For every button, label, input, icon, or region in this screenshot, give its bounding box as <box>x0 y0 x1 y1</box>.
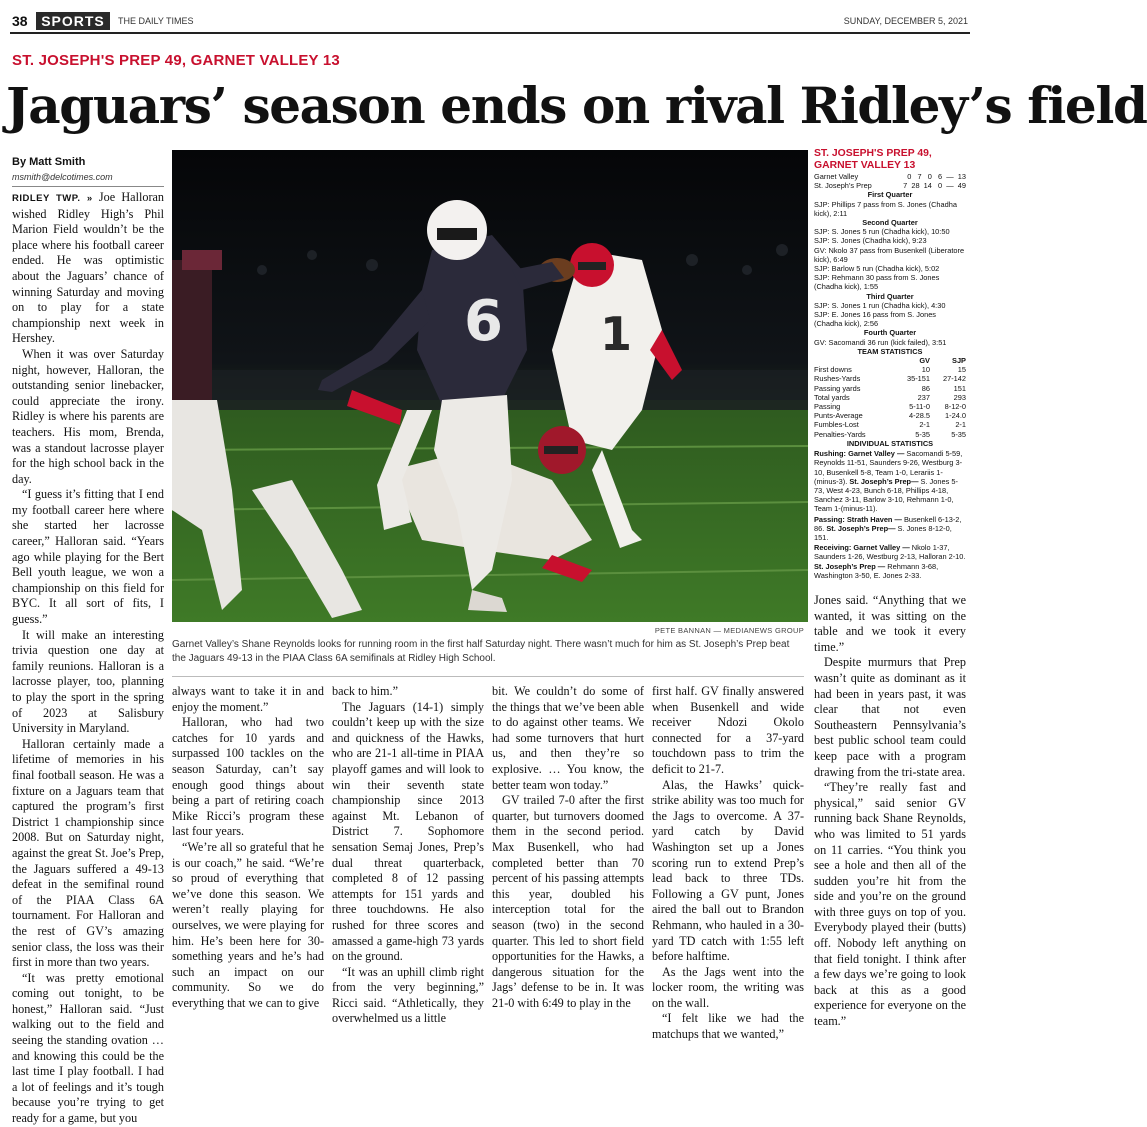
article-paragraph: “They’re really fast and physical,” said senior GV running back Shane Reynolds, who was limited to 51 yards on 11 carries. “You think you see a hole and then all of the sudden you’re hit from the side and you’re on the ground with three guys on top of you. Everybody played their (butts) off. Nobody left anything on that field tonight. I think after a few days we’re going to look back at this as a good experience for everyone on the team.” <box>814 780 966 1029</box>
photo-caption: Garnet Valley’s Shane Reynolds looks for running room in the first half Saturday night. There wasn’t much for him as St. Joseph’s Prep beat the Jaguars 49-13 in the PIAA Class 6A semifinals at Ridley High School. <box>172 639 790 664</box>
team-stats-row: Total yards 237 293 <box>814 392 966 402</box>
headline: Jaguars’ season ends on rival Ridley’s field <box>6 76 1147 135</box>
quarter-heading: First Quarter <box>867 190 913 200</box>
line-score-row: Garnet Valley 0 7 0 6 — 13 <box>814 172 966 181</box>
article-paragraph: first half. GV finally answered when Busenkell and wide receiver Ndozi Okolo connected for a 37-yard touchdown pass to trim the deficit to 21-7. <box>652 684 804 776</box>
article-paragraph: bit. We couldn’t do some of the things that we’ve been able to do against other teams. We had some turnovers that hurt us, and then they’re so explosive. … You know, the better team won today.” <box>492 684 644 792</box>
article-paragraph: “It was an uphill climb right from the very beginning,” Ricci said. “Athletically, they overwhelmed us a little <box>332 964 484 1026</box>
article-paragraph: Halloran certainly made a lifetime of memories in his final football season. He was a fixture on a Jaguars team that captured the program’s first District 1 championship since 2008. But on Saturday night, against the great St. Joe’s Prep, the Jaguars suffered a 49-13 defeat in the semifinal round of the PIAA Class 6A tournament. For Halloran and the rest of GV’s amazing senior class, the loss was their first in more than two years. <box>12 736 164 970</box>
page-header <box>10 10 970 34</box>
article-paragraph: back to him.” <box>332 684 398 698</box>
team-stats-row: Punts-Average 4-28.5 1-24.0 <box>814 411 966 421</box>
article-column-6 <box>814 593 966 1030</box>
paper-name: THE DAILY TIMES <box>118 16 194 26</box>
article-paragraph: “I guess it’s fitting that I end my football career here where she started her lacrosse career,” Halloran said. “Years ago while playing for the Bert Bell youth league, we won a championship on this field for BYC. It all sort of fits, I guess.” <box>12 487 164 627</box>
article-column-5 <box>652 684 804 1043</box>
article-paragraph: RIDLEY TWP. » Joe Halloran wished Ridley High’s Phil Marion Field wouldn’t be the place where his football career ended. He was optimistic about the Jaguars’ chance of winning Saturday and moving on to play for a state championship next week in Hershey. <box>12 190 165 346</box>
photo-credit: PETE BANNAN — MEDIANEWS GROUP <box>654 626 804 635</box>
section-label: SPORTS <box>36 12 110 30</box>
byline: By Matt Smith <box>12 156 86 168</box>
individual-stats-heading: INDIVIDUAL STATISTICS <box>846 438 934 448</box>
article-paragraph: As the Jags went into the locker room, the writing was on the wall. <box>652 964 804 1010</box>
article-paragraph: Halloran, who had two catches for 10 yards and surpassed 100 tackles on the season Saturday, can’t say enough good things about being a part of retiring coach Mike Ricci’s program these last four years. <box>172 715 324 839</box>
article-column-3 <box>332 684 484 1027</box>
article-paragraph: Alas, the Hawks’ quick-strike ability was too much for the Jags to overcome. A 37-yard catch by David Washington set up a Jones scoring run to extend Prep’s lead back to three TDs. Following a GV punt, Jones aired the ball out to Brandon Rehmann, who hauled in a 30-yard TD catch with 1:55 left before halftime. <box>652 777 804 964</box>
scoring-play: SJP: S. Jones 1 run (Chadha kick), 4:30 <box>814 300 946 310</box>
box-title-line-2: GARNET VALLEY 13 <box>814 160 916 171</box>
article-column-1 <box>12 190 164 1127</box>
article-paragraph: Despite murmurs that Prep wasn’t quite as dominant as it had been in years past, it was clear that not even Southeastern Pennsylvania’s best public school team could keep pace with a program drawing from the tri-state area. <box>814 655 966 779</box>
box-title-line-1: ST. JOSEPH'S PREP 49, <box>814 148 932 159</box>
article-column-4 <box>492 684 644 1011</box>
scoring-play: SJP: Rehmann 30 pass from S. Jones (Chadha kick), 1:55 <box>814 273 940 292</box>
quarter-heading: Fourth Quarter <box>863 328 917 338</box>
score-kicker: ST. JOSEPH'S PREP 49, GARNET VALLEY 13 <box>12 52 340 69</box>
byline-rule <box>12 186 164 187</box>
article-paragraph: “We’re all so grateful that he is our coach,” he said. “We’re so proud of everything that we’ve done this season. We weren’t really playing for ourselves, we were playing for him. He’s been here for 30-something years and he’s had such an impact on our community. So we do everything that we can to give <box>172 839 324 1010</box>
team-stats-row: Fumbles-Lost 2-1 2-1 <box>814 420 966 430</box>
team-stats-header: GV SJP <box>919 356 966 366</box>
rushing-stats: Rushing: Garnet Valley — Sacomandi 5-59, Reynolds 11-51, Saunders 9-26, Westburg 3-10, Busenkell 5-8, Team 1-0, Lerariis 1-(minus-3). St. Joseph’s Prep— S. Jones 5-73, West 4-23, Bunch 6-18, Phillips 4-18, Sanchez 3-11, Barlow 3-10, Rehmann 1-0, Team 1-(minus-11). <box>814 449 963 514</box>
quarter-heading: Third Quarter <box>866 291 914 301</box>
scoring-play: SJP: Phillips 7 pass from S. Jones (Chadha kick), 2:11 <box>814 199 957 218</box>
line-score-row: St. Joseph’s Prep 7 28 14 0 — 49 <box>814 181 966 191</box>
box-score <box>814 148 966 580</box>
article-paragraph: Jones said. “Anything that we wanted, it was sitting on the table and we took it every time.” <box>814 593 966 654</box>
caption-rule <box>172 676 804 677</box>
game-photo <box>172 150 808 622</box>
article-paragraph: “It was pretty emotional coming out tonight, to be honest,” Halloran said. “Just walking out to the field and seeing the standing ovation … and knowing this could be the last time I play football. I had a lot of feelings and it’s tough because you’re trying to get ready for a game, but you <box>12 970 164 1126</box>
issue-date: SUNDAY, DECEMBER 5, 2021 <box>843 16 968 26</box>
team-stats-row: Passing yards 86 151 <box>814 383 966 393</box>
article-paragraph: GV trailed 7-0 after the first quarter, but turnovers doomed them in the second period. Max Busenkell, who had completed better than 70 percent of his passing attempts this year, doubled his interception total for the season (two) in the second quarter. This led to short field opportunities for the Hawks, a dangerous situation for the Jags’ defense to be in. It was 21-0 with 6:49 to play in the <box>492 793 644 1010</box>
receiving-stats: Receiving: Garnet Valley — Nkolo 1-37, Saunders 1-26, Westburg 2-13, Halloran 2-10. St. Joseph’s Prep — Rehmann 3-68, Washington 3-50, E. Jones 2-33. <box>814 543 966 580</box>
article-paragraph: The Jaguars (14-1) simply couldn’t keep up with the size and quickness of the Hawks, who are 21-1 all-time in PIAA playoff games and will look to win their seventh state championship since 2013 against Mt. Lebanon of District 7. Sophomore sensation Semaj Jones, Prep’s dual threat quarterback, completed 8 of 12 passing attempts for 151 yards and three touchdowns. He also rushed for three scores and amassed a game-high 73 yards on the ground. <box>332 699 484 964</box>
scoring-play: GV: Sacomandi 36 run (kick failed), 3:51 <box>814 337 947 347</box>
scoring-play: SJP: Barlow 5 run (Chadha kick), 5:02 <box>814 264 940 274</box>
dateline: RIDLEY TWP. » <box>12 193 93 204</box>
scoring-play: GV: Nkolo 37 pass from Busenkell (Liberatore kick), 6:49 <box>814 245 965 264</box>
photo-illustration <box>172 150 808 622</box>
team-stats-heading: TEAM STATISTICS <box>857 346 923 356</box>
article-paragraph: When it was over Saturday night, however, Halloran, the outstanding senior linebacker, could appreciate the irony. Ridley is where his parents are teachers. His mom, Brenda, was a standout lacrosse player for the high school back in the day. <box>12 346 164 486</box>
team-stats-row: Penalties-Yards 5-35 5-35 <box>814 429 966 439</box>
article-paragraph: It will make an interesting trivia question one day at family reunions. Halloran is a lacrosse player, too, planning to play the sport in the spring of 2023 at Salisbury University in Maryland. <box>12 627 164 736</box>
article-paragraph: always want to take it in and enjoy the moment.” <box>172 684 324 714</box>
team-stats-row: Rushes-Yards 35-151 27-142 <box>814 374 966 384</box>
passing-stats: Passing: Strath Haven — Busenkell 6-13-2, 86. St. Joseph’s Prep— S. Jones 8-12-0, 151. <box>814 514 962 542</box>
article-paragraph: “I felt like we had the matchups that we wanted,” <box>652 1011 804 1042</box>
team-stats-row: First downs 10 15 <box>814 365 966 375</box>
scoring-play: SJP: S. Jones 5 run (Chadha kick), 10:50 <box>814 227 950 237</box>
jersey-number-front: 6 <box>464 289 503 354</box>
page-number: 38 <box>12 13 28 29</box>
quarter-heading: Second Quarter <box>862 218 918 228</box>
byline-email: msmith@delcotimes.com <box>12 172 113 182</box>
team-stats-row: Passing 5-11-0 8-12-0 <box>814 402 966 412</box>
article-column-2 <box>172 684 324 1011</box>
scoring-play: SJP: E. Jones 16 pass from S. Jones (Chadha kick), 2:56 <box>814 310 937 329</box>
jersey-number-right: 1 <box>600 307 633 361</box>
scoring-play: SJP: S. Jones (Chadha kick), 9:23 <box>814 236 927 246</box>
